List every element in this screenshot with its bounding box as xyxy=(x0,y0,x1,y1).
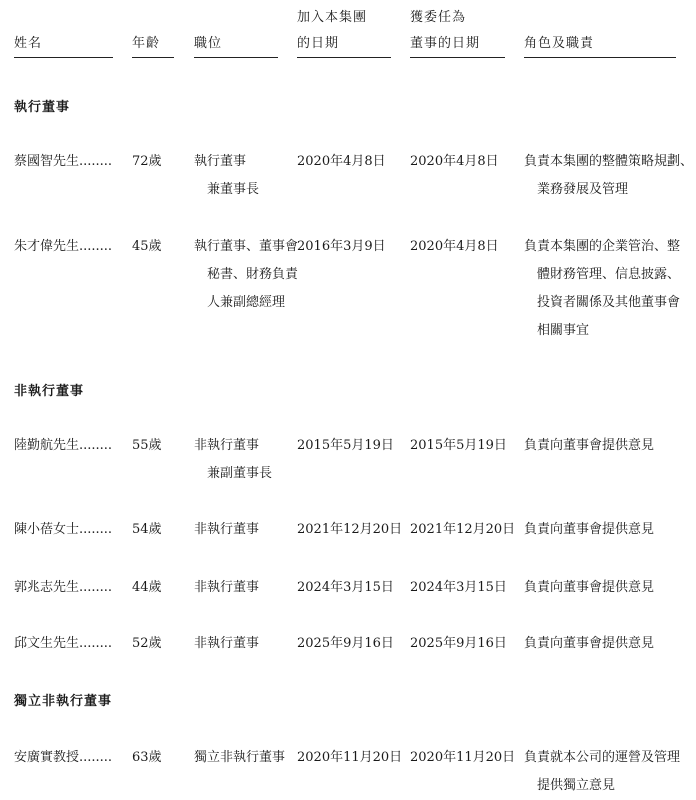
director-role xyxy=(524,516,654,544)
header-appoint-line2: 董事的日期 xyxy=(410,36,481,51)
director-name: 邱文生先生........ xyxy=(14,636,113,651)
director-age: 52歲 xyxy=(132,636,162,651)
position-line: 執行董事 xyxy=(194,154,247,169)
director-role xyxy=(524,744,680,800)
appoint-date: 2025年9月16日 xyxy=(410,636,507,651)
director-role xyxy=(524,148,693,204)
director-role xyxy=(524,630,654,658)
header-rule-role xyxy=(524,57,676,58)
header-name: 姓名 xyxy=(14,36,43,51)
join-date: 2021年12月20日 xyxy=(297,522,403,537)
director-role xyxy=(524,233,680,345)
position-line: 非執行董事 xyxy=(194,636,260,651)
appoint-date: 2020年4月8日 xyxy=(410,154,499,169)
appoint-date: 2024年3月15日 xyxy=(410,580,507,595)
header-role: 角色及職責 xyxy=(524,36,595,51)
director-position xyxy=(194,432,272,488)
director-age: 44歲 xyxy=(132,580,162,595)
director-position xyxy=(194,630,259,658)
header-appoint-line1: 獲委任為 xyxy=(410,10,467,25)
director-age: 55歲 xyxy=(132,438,162,453)
section-independent: 獨立非執行董事 xyxy=(14,694,113,709)
appoint-date: 2020年4月8日 xyxy=(410,239,499,254)
role-line: 投資者關係及其他董事會 xyxy=(537,295,681,310)
position-line: 非執行董事 xyxy=(194,522,260,537)
position-line: 兼副董事長 xyxy=(207,466,273,481)
position-line: 人兼副總經理 xyxy=(207,295,286,310)
header-join-line2: 的日期 xyxy=(297,36,340,51)
header-rule-join xyxy=(297,57,391,58)
director-name: 朱才偉先生........ xyxy=(14,239,113,254)
position-line: 執行董事、董事會 xyxy=(194,239,299,254)
position-line: 非執行董事 xyxy=(194,580,260,595)
join-date: 2025年9月16日 xyxy=(297,636,394,651)
director-age: 63歲 xyxy=(132,750,162,765)
role-line: 負責向董事會提供意見 xyxy=(524,522,655,537)
role-line: 負責本集團的企業管治、整 xyxy=(524,239,681,254)
appoint-date: 2020年11月20日 xyxy=(410,750,516,765)
director-name: 陸勤航先生........ xyxy=(14,438,113,453)
header-age: 年齡 xyxy=(132,36,161,51)
director-name: 郭兆志先生........ xyxy=(14,580,113,595)
director-age: 54歲 xyxy=(132,522,162,537)
header-rule-position xyxy=(194,57,278,58)
role-line: 負責本集團的整體策略規劃、 xyxy=(524,154,694,169)
director-position xyxy=(194,148,259,204)
director-name: 蔡國智先生........ xyxy=(14,154,113,169)
header-position: 職位 xyxy=(194,36,223,51)
director-name: 陳小蓓女士........ xyxy=(14,522,113,537)
director-role xyxy=(524,574,654,602)
role-line: 負責向董事會提供意見 xyxy=(524,438,655,453)
join-date: 2015年5月19日 xyxy=(297,438,394,453)
join-date: 2020年11月20日 xyxy=(297,750,403,765)
director-age: 72歲 xyxy=(132,154,162,169)
role-line: 體財務管理、信息披露、 xyxy=(537,267,681,282)
header-rule-age xyxy=(132,57,174,58)
director-age: 45歲 xyxy=(132,239,162,254)
role-line: 相關事宜 xyxy=(537,323,590,338)
role-line: 業務發展及管理 xyxy=(537,182,629,197)
section-non-executive: 非執行董事 xyxy=(14,384,85,399)
appoint-date: 2015年5月19日 xyxy=(410,438,507,453)
header-join-line1: 加入本集團 xyxy=(297,10,368,25)
appoint-date: 2021年12月20日 xyxy=(410,522,516,537)
section-executive: 執行董事 xyxy=(14,100,71,115)
join-date: 2020年4月8日 xyxy=(297,154,386,169)
join-date: 2024年3月15日 xyxy=(297,580,394,595)
header-rule-name xyxy=(14,57,113,58)
role-line: 負責向董事會提供意見 xyxy=(524,636,655,651)
role-line: 提供獨立意見 xyxy=(537,778,616,793)
header-rule-appoint xyxy=(410,57,505,58)
director-position xyxy=(194,574,259,602)
director-role xyxy=(524,432,654,460)
role-line: 負責就本公司的運營及管理 xyxy=(524,750,681,765)
director-name: 安廣實教授........ xyxy=(14,750,113,765)
position-line: 秘書、財務負責 xyxy=(207,267,299,282)
role-line: 負責向董事會提供意見 xyxy=(524,580,655,595)
join-date: 2016年3月9日 xyxy=(297,239,386,254)
position-line: 兼董事長 xyxy=(207,182,260,197)
director-position xyxy=(194,744,285,772)
position-line: 非執行董事 xyxy=(194,438,260,453)
director-position xyxy=(194,516,259,544)
position-line: 獨立非執行董事 xyxy=(194,750,286,765)
director-position xyxy=(194,233,298,317)
